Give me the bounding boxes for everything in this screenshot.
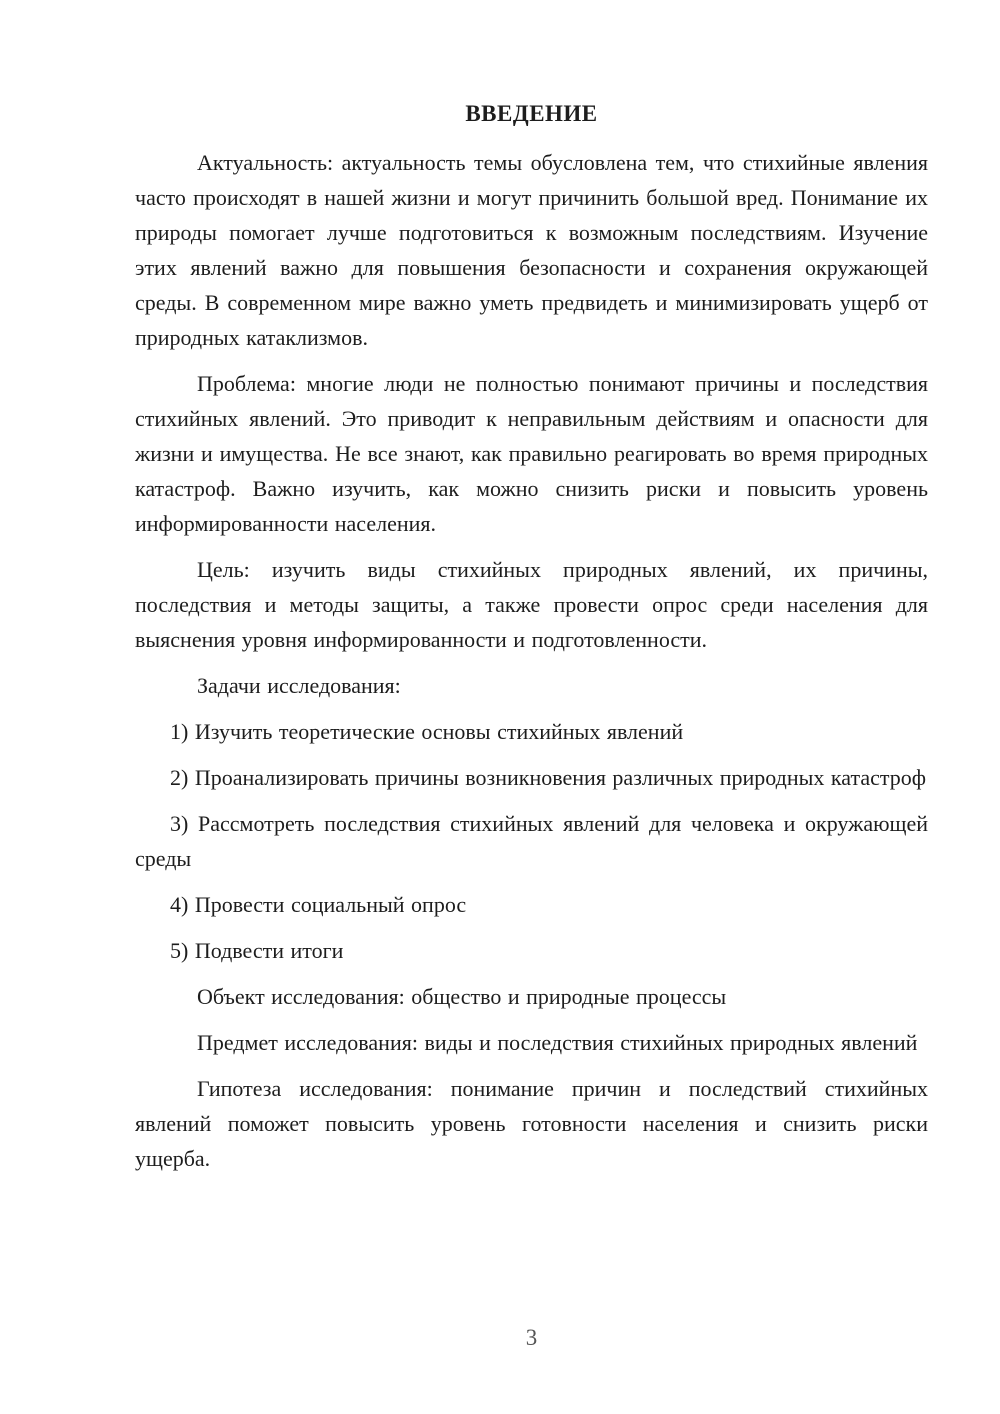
page-number: 3 (525, 1325, 538, 1350)
paragraph: Цель: изучить виды стихийных природных явлений, их причины, последствия и методы защиты, а также провести опрос среди населения для выяснения уровня информированности и подготовленности. (135, 557, 928, 652)
list-item: 4) Провести социальный опрос (170, 892, 467, 917)
list-item: 2) Проанализировать причины возникновения различных природных катастроф (170, 765, 927, 790)
paragraph: Объект исследования: общество и природные процессы (197, 984, 727, 1009)
paragraph: Проблема: многие люди не полностью понимают причины и последствия стихийных явлений. Это приводит к неправильным действиям и опасности для жизни и имущества. Не все знают, как правильно реагировать во время природных катастроф. Важно изучить, как можно снизить риски и повысить уровень информированности населения. (135, 371, 928, 536)
paragraph: Задачи исследования: (197, 673, 401, 698)
paragraph: Актуальность: актуальность темы обусловлена тем, что стихийные явления часто происходят в нашей жизни и могут причинить большой вред. Понимание их природы помогает лучше подготовиться к возможным последствиям. Изучение этих явлений важно для повышения безопасности и сохранения окружающей среды. В современном мире важно уметь предвидеть и минимизировать ущерб от природных катаклизмов. (135, 150, 928, 350)
list-item: 3) Рассмотреть последствия стихийных явлений для человека и окружающей среды (135, 811, 928, 871)
paragraph: Предмет исследования: виды и последствия стихийных природных явлений (197, 1030, 918, 1055)
paragraph: Гипотеза исследования: понимание причин и последствий стихийных явлений поможет повысить уровень готовности населения и снизить риски ущерба. (135, 1076, 928, 1171)
page-title: ВВЕДЕНИЕ (465, 101, 598, 126)
list-item: 1) Изучить теоретические основы стихийных явлений (170, 719, 684, 744)
document-body (135, 145, 928, 1176)
list-item: 5) Подвести итоги (170, 938, 344, 963)
